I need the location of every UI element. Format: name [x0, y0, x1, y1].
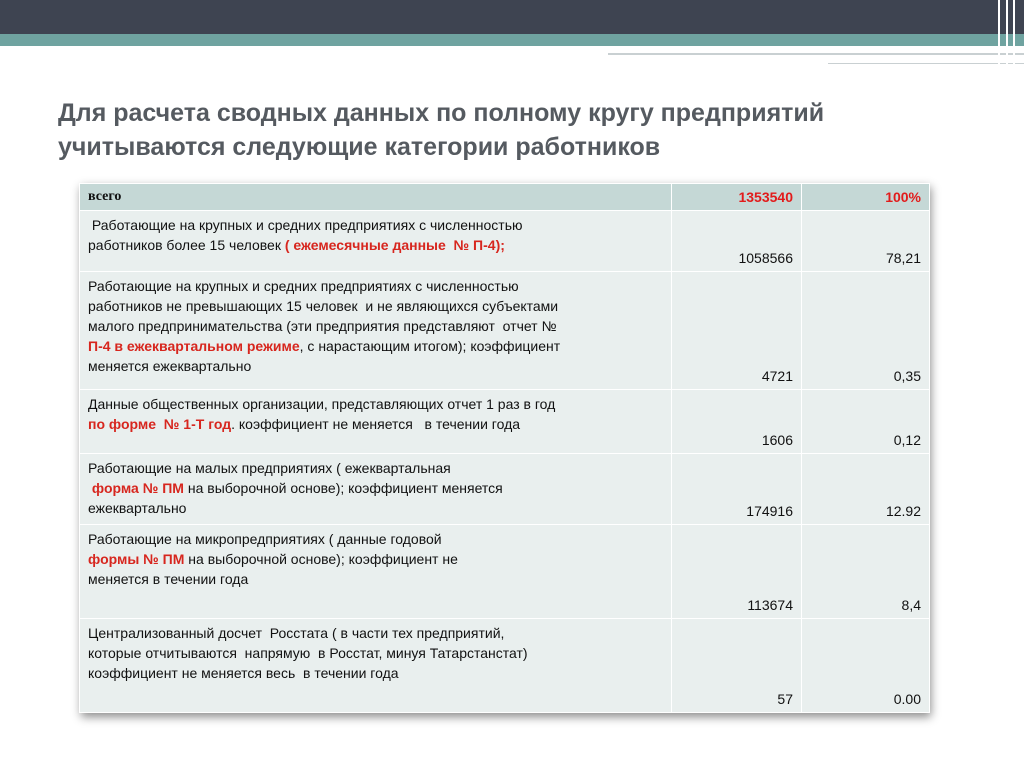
description-line — [88, 276, 663, 296]
text-segment: работников не превышающих 15 человек и не являющихся субъектами — [88, 298, 559, 314]
text-segment: которые отчитываются напрямую в Росстат, минуя Татарстанстат) — [88, 645, 528, 661]
text-segment: Данные общественных организации, представляющих отчет 1 раз в год — [88, 396, 556, 412]
text-segment: Централизованный досчет Росстата ( в части тех предприятий, — [88, 625, 505, 641]
description-line — [88, 414, 663, 434]
description-line — [88, 549, 663, 569]
decor-stripe — [1013, 0, 1015, 70]
description-line — [88, 529, 663, 549]
highlighted-text: форма № ПМ — [91, 480, 184, 496]
worker-count: 1606 — [672, 390, 802, 454]
table-row — [80, 525, 930, 619]
text-segment: меняется в течении года — [88, 571, 249, 587]
description-line — [88, 356, 663, 376]
category-description — [80, 619, 672, 713]
title-line-2: учитываются следующие категории работников — [58, 133, 661, 161]
worker-count: 4721 — [672, 272, 802, 390]
total-percent: 100% — [802, 184, 930, 211]
text-segment: на выборочной основе); коэффициент не — [184, 551, 458, 567]
total-label: всего — [80, 184, 672, 211]
worker-count: 1058566 — [672, 211, 802, 272]
description-line — [88, 569, 663, 589]
description-line — [88, 478, 663, 498]
text-segment: ежеквартально — [88, 500, 187, 516]
worker-count: 113674 — [672, 525, 802, 619]
description-line — [88, 296, 663, 316]
worker-count: 174916 — [672, 454, 802, 525]
highlighted-text: по форме № 1-Т год — [88, 416, 232, 432]
text-segment: меняется ежеквартально — [88, 358, 252, 374]
text-segment: Работающие на микропредприятиях ( данные годовой — [88, 531, 442, 547]
decor-line — [608, 53, 1024, 55]
description-line — [88, 316, 663, 336]
description-line — [88, 643, 663, 663]
worker-percent: 12.92 — [802, 454, 930, 525]
text-segment: . коэффициент не меняется в течении года — [231, 416, 521, 432]
highlighted-text: ( ежемесячные данные № П-4); — [284, 237, 505, 253]
table-row — [80, 211, 930, 272]
text-segment: Работающие на крупных и средних предприятиях с численностью — [88, 217, 523, 233]
description-line — [88, 394, 663, 414]
text-segment: малого предпринимательства (эти предприятия представляют отчет № — [88, 318, 557, 334]
total-count: 1353540 — [672, 184, 802, 211]
decor-stripe — [1006, 0, 1008, 70]
category-description — [80, 454, 672, 525]
description-line — [88, 235, 663, 255]
text-segment: Работающие на крупных и средних предприятиях с численностью — [88, 278, 519, 294]
table-row — [80, 619, 930, 713]
worker-count: 57 — [672, 619, 802, 713]
slide-title — [58, 96, 958, 164]
worker-percent: 0,12 — [802, 390, 930, 454]
worker-percent: 8,4 — [802, 525, 930, 619]
table-row — [80, 390, 930, 454]
description-line — [88, 498, 663, 518]
text-segment: на выборочной основе); коэффициент меняется — [183, 480, 503, 496]
text-segment: , с нарастающим итогом); коэффициент — [299, 338, 561, 354]
category-description — [80, 390, 672, 454]
description-line — [88, 336, 663, 356]
text-segment: коэффициент не меняется весь в течении года — [88, 665, 399, 681]
worker-percent: 0.00 — [802, 619, 930, 713]
text-segment: работников более 15 человек — [88, 237, 285, 253]
category-description — [80, 211, 672, 272]
highlighted-text: П-4 в ежеквартальном режиме — [88, 338, 300, 354]
description-line — [88, 663, 663, 683]
decor-line — [828, 63, 1024, 64]
description-line — [88, 458, 663, 478]
worker-percent: 78,21 — [802, 211, 930, 272]
category-description — [80, 272, 672, 390]
decor-stripe — [998, 0, 1000, 70]
top-decor-band — [0, 0, 1024, 34]
description-line — [88, 623, 663, 643]
teal-decor-band — [0, 34, 1024, 46]
table-row — [80, 454, 930, 525]
table-header-row — [80, 184, 930, 211]
text-segment: Работающие на малых предприятиях ( ежеквартальная — [88, 460, 451, 476]
description-line — [88, 215, 663, 235]
title-line-1: Для расчета сводных данных по полному кругу предприятий — [58, 99, 825, 127]
highlighted-text: формы № ПМ — [88, 551, 185, 567]
worker-categories-table — [79, 183, 929, 713]
category-description — [80, 525, 672, 619]
table-row — [80, 272, 930, 390]
worker-percent: 0,35 — [802, 272, 930, 390]
